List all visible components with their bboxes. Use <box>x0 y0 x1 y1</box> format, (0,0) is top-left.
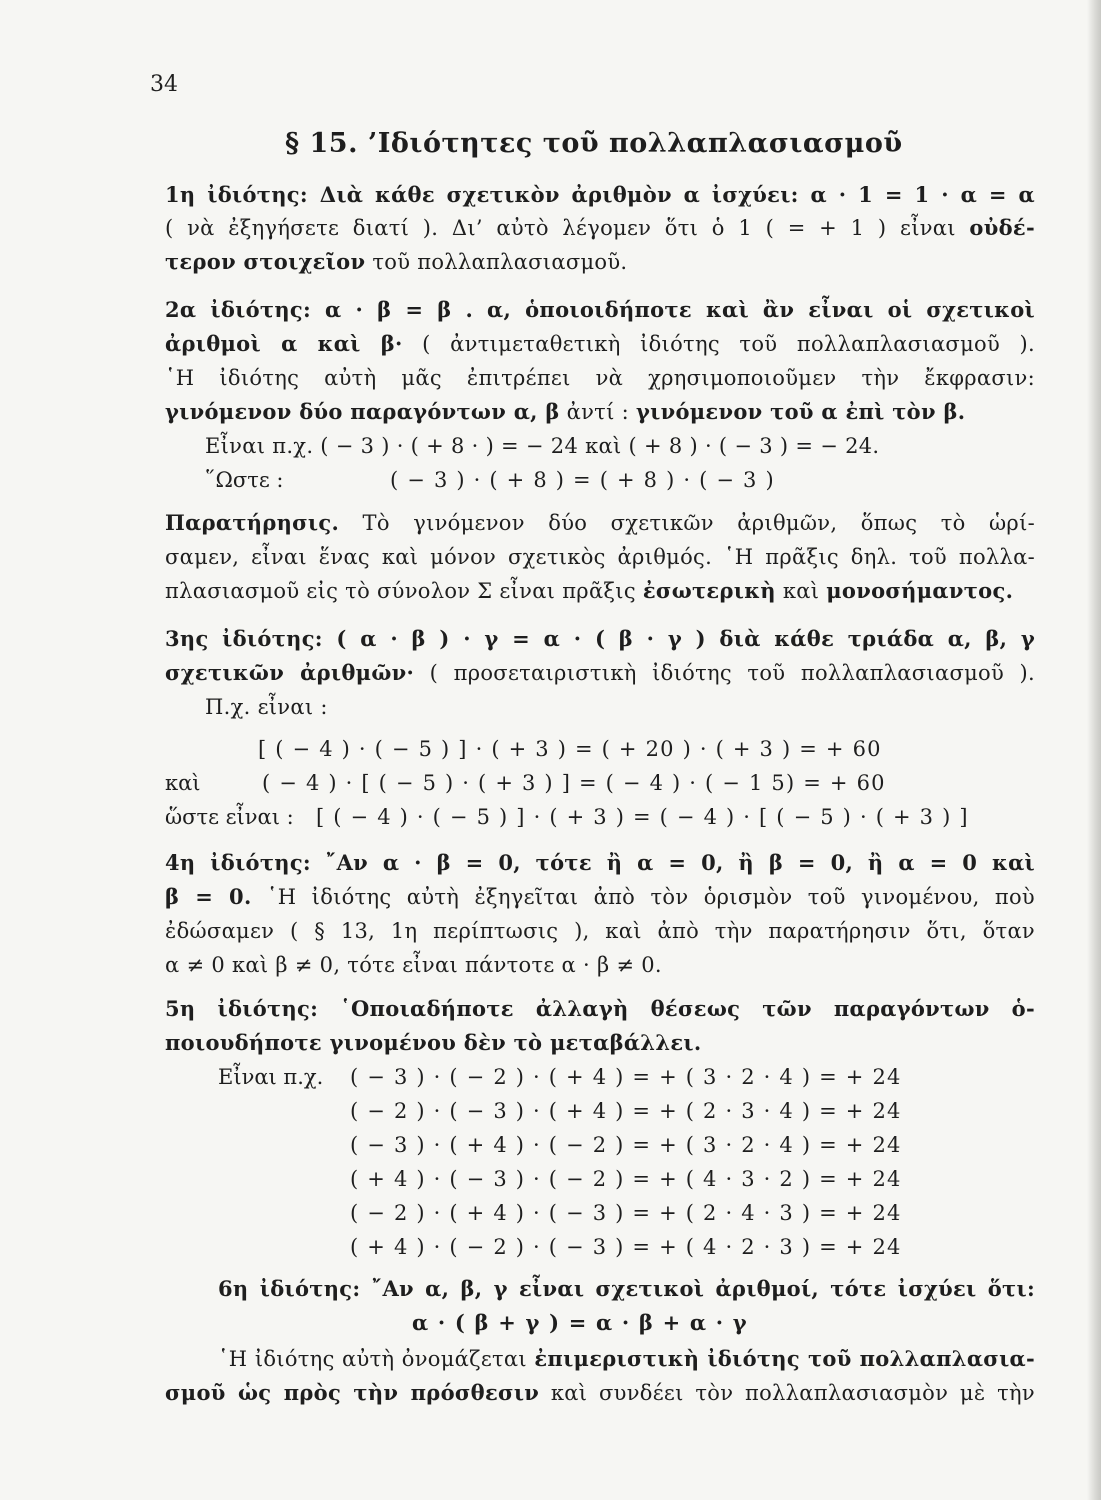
example-label: Εἶναι π.χ. <box>218 1065 324 1089</box>
text-run: ἀντί : <box>559 400 636 424</box>
example-label: Π.χ. εἶναι : <box>205 695 328 719</box>
page-number: 34 <box>150 72 178 97</box>
text-run: πλασιασμοῦ εἰς τὸ σύνολον Σ εἶναι πρᾶξις <box>165 579 643 603</box>
property-3-line: 3ης ἰδιότης: ( α · β ) · γ = α · ( β · γ ) διὰ κάθε τριάδα α, β, γ <box>165 626 1035 651</box>
equation-commutative: ( − 3 ) · ( + 8 ) = ( + 8 ) · ( − 3 ) <box>390 468 775 492</box>
example-equation: ( − 2 ) · ( − 3 ) · ( + 4 ) = + ( 2 · 3 · 4 ) = + 24 <box>350 1099 902 1123</box>
text-run: καὶ <box>775 579 827 603</box>
text-run-bold: ἀριθμοὶ α καὶ β· <box>165 331 403 356</box>
text-run-bold: γινόμενον δύο παραγόντων α, β <box>165 399 560 424</box>
product-term-line <box>165 395 1035 429</box>
text-run-bold: β = 0. <box>165 884 252 909</box>
property-4-line: 4η ἰδιότης: ῎Αν α · β = 0, τότε ἢ α = 0, ἢ β = 0, ἢ α = 0 καὶ <box>165 850 1035 875</box>
example-equation: ( − 3 ) · ( + 4 ) · ( − 2 ) = + ( 3 · 2 · 4 ) = + 24 <box>350 1133 902 1157</box>
distributive-line <box>218 1342 1035 1376</box>
zero-product-line <box>165 880 1035 914</box>
equation-associative-1: [ ( − 4 ) · ( − 5 ) ] · ( + 3 ) = ( + 20 ) · ( + 3 ) = + 60 <box>258 737 882 761</box>
text-run-bold: οὐδέ- <box>969 215 1035 240</box>
text-run: ( προσεταιριστικὴ ἰδιότης τοῦ πολλαπλασιασμοῦ ). <box>414 661 1035 685</box>
property-6-line: 6η ἰδιότης: ῎Αν α, β, γ εἶναι σχετικοὶ ἀριθμοί, τότε ἰσχύει ὅτι: <box>218 1276 1035 1301</box>
associative-line <box>165 656 1035 690</box>
therefore-label: ὥστε εἶναι : <box>165 805 294 829</box>
text-run-bold: τερον στοιχεῖον <box>165 249 366 274</box>
paragraph-line: α ≠ 0 καὶ β ≠ 0, τότε εἶναι πάντοτε α · β ≠ 0. <box>165 953 662 977</box>
distributive-equation: α · ( β + γ ) = α · β + α · γ <box>412 1310 748 1335</box>
property-2-line: 2α ἰδιότης: α · β = β . α, ὁποιοιδήποτε καὶ ἂν εἶναι οἱ σχετικοὶ <box>165 297 1035 322</box>
example-equation: ( − 3 ) · ( − 2 ) · ( + 4 ) = + ( 3 · 2 · 4 ) = + 24 <box>350 1065 902 1089</box>
equation-associative-2: ( − 4 ) · [ ( − 5 ) · ( + 3 ) ] = ( − 4 ) · ( − 1 5) = + 60 <box>262 771 886 795</box>
text-run: ῾Η ἰδιότης αὐτὴ ἐξηγεῖται ἀπὸ τὸν ὁρισμὸν τοῦ γινομένου, ποὺ <box>251 885 1035 909</box>
paragraph-line <box>165 1376 1035 1410</box>
text-run-bold: σχετικῶν ἀριθμῶν· <box>165 660 415 685</box>
paragraph-line: σαμεν, εἶναι ἕνας καὶ μόνον σχετικὸς ἀριθμός. ῾Η πρᾶξις δηλ. τοῦ πολλα- <box>165 545 1035 569</box>
text-run-bold: ἐσωτερικὴ <box>642 578 776 603</box>
remark-heading: Παρατήρησις. <box>165 510 340 535</box>
text-run: ῾Η ἰδιότης αὐτὴ ὀνομάζεται <box>218 1347 535 1371</box>
example-equation: ( − 2 ) · ( + 4 ) · ( − 3 ) = + ( 2 · 4 · 3 ) = + 24 <box>350 1201 902 1225</box>
text-run-bold: σμοῦ ὡς πρὸς τὴν πρόσθεσιν <box>165 1380 540 1405</box>
example-line: Εἶναι π.χ. ( − 3 ) · ( + 8 · ) = − 24 καὶ ( + 8 ) · ( − 3 ) = − 24. <box>205 434 880 458</box>
scan-edge-shadow <box>1087 0 1101 1500</box>
paragraph-line <box>165 574 1035 608</box>
property-1-explanation <box>165 211 1035 245</box>
neutral-element-line <box>165 245 1035 279</box>
paragraph-line: ῾Η ἰδιότης αὐτὴ μᾶς ἐπιτρέπει νὰ χρησιμοποιοῦμεν τὴν ἔκφρασιν: <box>165 366 1035 390</box>
text-run: τοῦ πολλαπλασιασμοῦ. <box>365 250 628 274</box>
text-run: καὶ συνδέει τὸν πολλαπλασιασμὸν μὲ τὴν <box>539 1381 1035 1405</box>
text-run: ( νὰ ἐξηγήσετε διατί ). Δι’ αὐτὸ λέγομεν ὅτι ὁ 1 ( = + 1 ) εἶναι <box>165 216 970 240</box>
example-equation: ( + 4 ) · ( − 2 ) · ( − 3 ) = + ( 4 · 2 · 3 ) = + 24 <box>350 1235 902 1259</box>
text-run: ( ἀντιμεταθετικὴ ἰδιότης τοῦ πολλαπλασιασμοῦ ). <box>402 332 1035 356</box>
text-run: Τὸ γινόμενον δύο σχετικῶν ἀριθμῶν, ὅπως τὸ ὡρί- <box>339 511 1035 535</box>
section-title: § 15. ’Ιδιότητες τοῦ πολλαπλασιασμοῦ <box>285 128 903 159</box>
therefore-label: ῞Ωστε : <box>205 468 284 492</box>
commutative-line <box>165 327 1035 361</box>
property-5-line-2: ποιουδήποτε γινομένου δὲν τὸ μεταβάλλει. <box>165 1030 702 1055</box>
property-1-line: 1η ἰδιότης: Διὰ κάθε σχετικὸν ἀριθμὸν α ἰσχύει: α · 1 = 1 · α = α <box>165 182 1035 207</box>
example-equation: ( + 4 ) · ( − 3 ) · ( − 2 ) = + ( 4 · 3 · 2 ) = + 24 <box>350 1167 902 1191</box>
and-label: καὶ <box>165 771 201 795</box>
text-run-bold: μονοσήμαντος. <box>826 578 1014 603</box>
property-5-line: 5η ἰδιότης: ῾Οποιαδήποτε ἀλλαγὴ θέσεως τῶν παραγόντων ὁ- <box>165 996 1035 1021</box>
remark-line <box>165 506 1035 540</box>
equation-associative-3: [ ( − 4 ) · ( − 5 ) ] · ( + 3 ) = ( − 4 ) · [ ( − 5 ) · ( + 3 ) ] <box>316 805 969 829</box>
text-run-bold: ἐπιμεριστικὴ ἰδιότης τοῦ πολλαπλασια- <box>534 1346 1035 1371</box>
text-run-bold: γινόμενον τοῦ α ἐπὶ τὸν β. <box>635 399 966 424</box>
paragraph-line: ἐδώσαμεν ( § 13, 1η περίπτωσις ), καὶ ἀπὸ τὴν παρατήρησιν ὅτι, ὅταν <box>165 919 1035 943</box>
